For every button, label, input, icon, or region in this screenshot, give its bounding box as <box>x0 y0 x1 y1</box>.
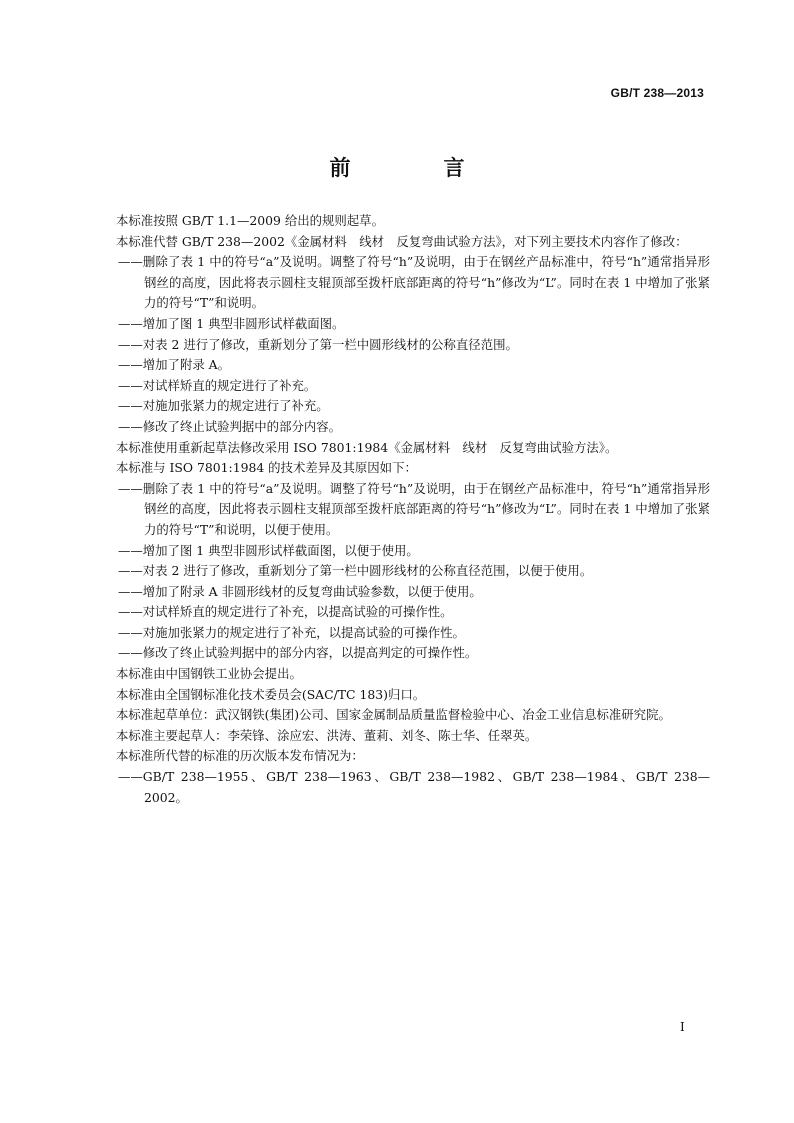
page-title: 前 言 <box>329 156 501 180</box>
dash-list-item: ——删除了表 1 中的符号“a”及说明。调整了符号“h”及说明，由于在钢丝产品标准中，符号“h”通常指异形钢丝的高度，因此将表示圆柱支辊顶部至拨杆底部距离的符号“h”修改为“L”。同时在表 1 中增加了张紧力的符号“T”和说明，以便于使用。 <box>118 480 710 537</box>
paragraph: 本标准使用重新起草法修改采用 ISO 7801:1984《金属材料 线材 反复弯曲试验方法》。 <box>116 439 618 455</box>
dash-list-item: ——修改了终止试验判据中的部分内容，以提高判定的可操作性。 <box>118 645 478 661</box>
paragraph: 本标准由全国钢标准化技术委员会(SAC/TC 183)归口。 <box>116 686 426 702</box>
standard-number: GB/T 238—2013 <box>610 86 704 100</box>
dash-list-item: ——删除了表 1 中的符号“a”及说明。调整了符号“h”及说明，由于在钢丝产品标准中，符号“h”通常指异形钢丝的高度，因此将表示圆柱支辊顶部至拨杆底部距离的符号“h”修改为“L”。同时在表 1 中增加了张紧力的符号“T”和说明。 <box>118 254 710 311</box>
paragraph: 本标准所代替的标准的历次版本发布情况为： <box>116 748 364 764</box>
dash-list-item: ——对施加张紧力的规定进行了补充。 <box>118 398 329 414</box>
dash-list-item: ——对表 2 进行了修改，重新划分了第一栏中圆形线材的公称直径范围。 <box>118 336 518 352</box>
dash-list-item: ——GB/T 238—1955、GB/T 238—1963、GB/T 238—1982、GB/T 238—1984、GB/T 238—2002。 <box>118 769 710 805</box>
dash-list-item: ——修改了终止试验判据中的部分内容。 <box>118 418 342 434</box>
page-number: I <box>680 1020 685 1034</box>
document-body <box>92 211 710 808</box>
dash-list-item: ——增加了附录 A 非圆形线材的反复弯曲试验参数，以便于使用。 <box>118 583 482 599</box>
paragraph: 本标准与 ISO 7801:1984 的技术差异及其原因如下： <box>116 460 417 476</box>
dash-list-item: ——增加了附录 A。 <box>118 357 231 373</box>
paragraph: 本标准主要起草人：李荣锋、涂应宏、洪涛、董莉、刘冬、陈士华、任翠英。 <box>116 727 538 743</box>
dash-list-item: ——对试样矫直的规定进行了补充，以提高试验的可操作性。 <box>118 604 453 620</box>
paragraph: 本标准代替 GB/T 238—2002《金属材料 线材 反复弯曲试验方法》，对下列主要技术内容作了修改： <box>116 233 688 249</box>
dash-list-item: ——增加了图 1 典型非圆形试样截面图，以便于使用。 <box>118 542 419 558</box>
paragraph: 本标准起草单位：武汉钢铁(集团)公司、国家金属制品质量监督检验中心、冶金工业信息标准研究院。 <box>116 707 671 723</box>
dash-list-item: ——对施加张紧力的规定进行了补充，以提高试验的可操作性。 <box>118 624 465 640</box>
paragraph: 本标准按照 GB/T 1.1—2009 给出的规则起草。 <box>116 213 384 228</box>
dash-list-item: ——对表 2 进行了修改，重新划分了第一栏中圆形线材的公称直径范围，以便于使用。 <box>118 563 593 579</box>
dash-list-item: ——对试样矫直的规定进行了补充。 <box>118 377 317 393</box>
dash-list-item: ——增加了图 1 典型非圆形试样截面图。 <box>118 315 345 331</box>
paragraph: 本标准由中国钢铁工业协会提出。 <box>116 666 302 682</box>
